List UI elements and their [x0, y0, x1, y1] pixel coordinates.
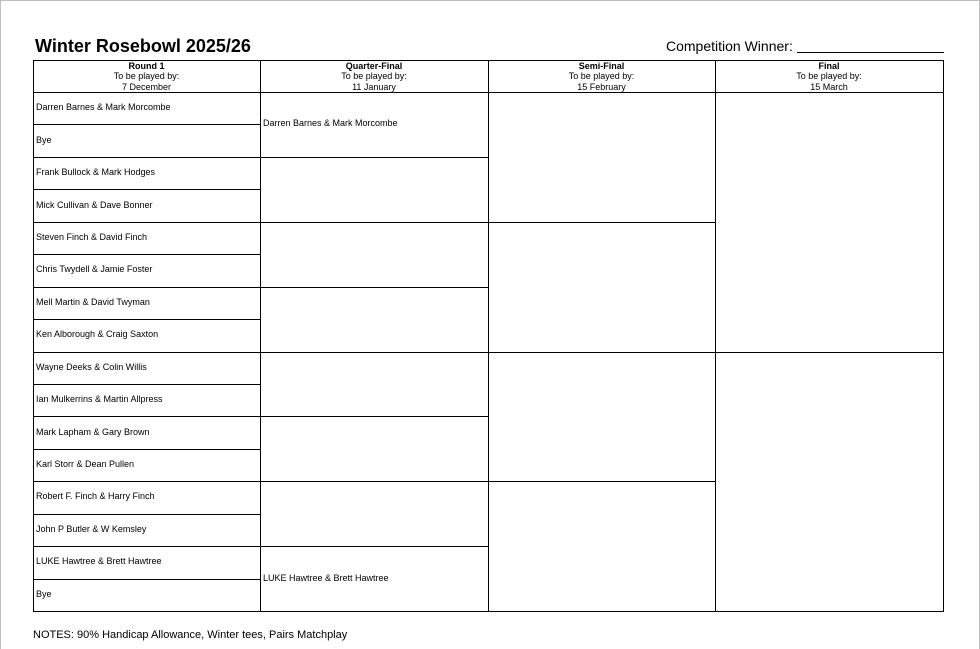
quarter-final-slot[interactable]: [260, 287, 489, 353]
column-header-play-by-label: To be played by:: [568, 71, 635, 81]
quarter-final-slot[interactable]: [260, 416, 489, 482]
column-header-date: 15 March: [810, 82, 848, 92]
round1-entry: Robert F. Finch & Harry Finch: [36, 491, 155, 501]
semi-final-slot[interactable]: [488, 481, 716, 612]
round1-slot[interactable]: [33, 124, 261, 158]
round1-entry: Karl Storr & Dean Pullen: [36, 459, 135, 469]
column-header-name: Semi-Final: [578, 61, 625, 71]
round1-entry: Mell Martin & David Twyman: [36, 297, 150, 307]
quarter-final-slot[interactable]: [260, 157, 489, 223]
competition-winner-label: Competition Winner:: [666, 38, 793, 54]
final-slot[interactable]: [715, 92, 944, 353]
round1-entry: Ian Mulkerrins & Martin Allpress: [36, 394, 163, 404]
page-frame-top: [0, 0, 980, 1]
quarter-final-slot[interactable]: [260, 481, 489, 547]
round1-entry: Ken Alborough & Craig Saxton: [36, 329, 159, 339]
round1-entry: Chris Twydell & Jamie Foster: [36, 264, 153, 274]
quarter-final-slot[interactable]: [260, 352, 489, 417]
round1-entry: Mark Lapham & Gary Brown: [36, 427, 150, 437]
column-header-name: Quarter-Final: [345, 61, 403, 71]
quarter-final-entry: LUKE Hawtree & Brett Hawtree: [263, 573, 389, 583]
round1-entry: Mick Cullivan & Dave Bonner: [36, 200, 153, 210]
quarter-final-slot[interactable]: [260, 222, 489, 288]
notes: NOTES: 90% Handicap Allowance, Winter tees, Pairs Matchplay: [33, 629, 348, 641]
round1-slot[interactable]: [33, 579, 261, 612]
semi-final-slot[interactable]: [488, 352, 716, 482]
round1-entry: Wayne Deeks & Colin Willis: [36, 362, 147, 372]
round1-entry: Darren Barnes & Mark Morcombe: [36, 102, 171, 112]
column-header-date: 11 January: [352, 82, 396, 92]
final-slot[interactable]: [715, 352, 944, 612]
column-header-play-by-label: To be played by:: [113, 71, 180, 81]
round1-entry: Steven Finch & David Finch: [36, 232, 148, 242]
round1-entry: Bye: [36, 135, 52, 145]
column-header-date: 7 December: [121, 82, 172, 92]
column-header-play-by-label: To be played by:: [796, 71, 862, 81]
round1-entry: LUKE Hawtree & Brett Hawtree: [36, 556, 162, 566]
column-header-date: 15 February: [577, 82, 626, 92]
column-header-play-by-label: To be played by:: [341, 71, 407, 81]
column-header-name: Final: [818, 61, 840, 71]
round1-entry: Bye: [36, 589, 52, 599]
page-title: Winter Rosebowl 2025/26: [35, 36, 251, 56]
semi-final-slot[interactable]: [488, 92, 716, 223]
page-frame-left: [0, 0, 1, 649]
round1-entry: John P Butler & W Kemsley: [36, 524, 147, 534]
semi-final-slot[interactable]: [488, 222, 716, 353]
competition-winner-blank-line[interactable]: [797, 52, 944, 53]
column-header-name: Round 1: [128, 61, 165, 71]
round1-entry: Frank Bullock & Mark Hodges: [36, 167, 156, 177]
quarter-final-entry: Darren Barnes & Mark Morcombe: [263, 118, 398, 128]
